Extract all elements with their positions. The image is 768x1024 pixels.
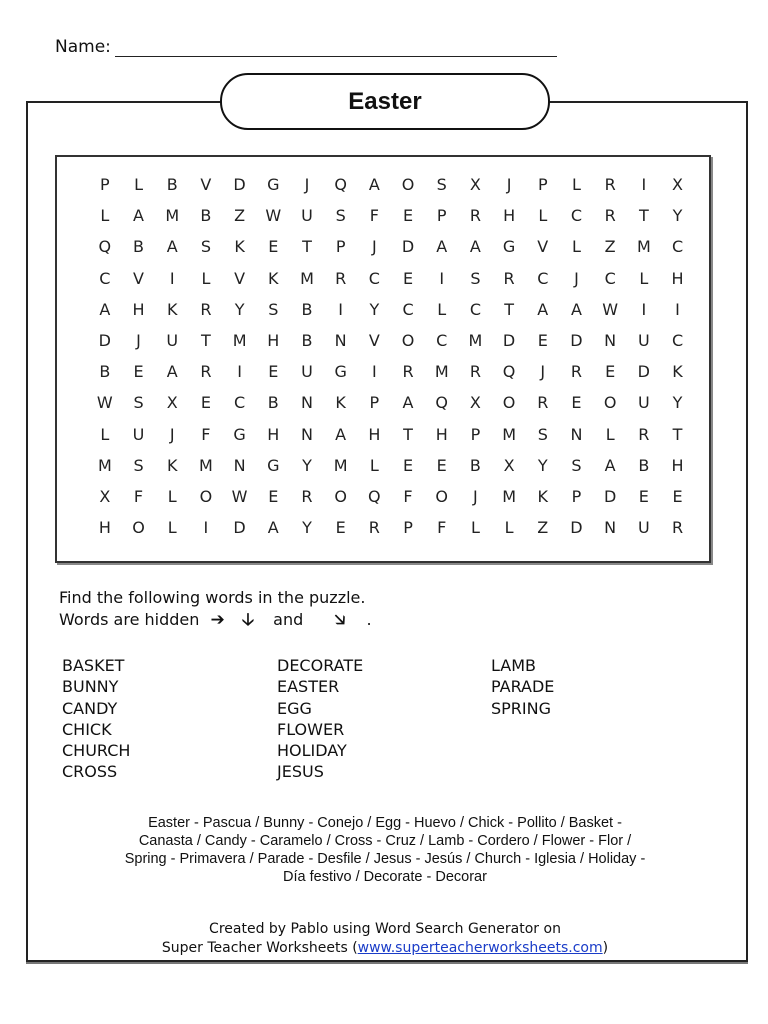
grid-cell: T <box>638 206 649 226</box>
grid-cell: A <box>570 299 582 319</box>
grid-cell: G <box>334 362 347 382</box>
grid-cell: L <box>100 206 110 226</box>
name-row <box>55 37 557 57</box>
grid-cell: U <box>637 518 650 538</box>
grid-cell: Y <box>369 299 380 319</box>
grid-cell: O <box>132 518 145 538</box>
grid-cell: U <box>637 393 650 413</box>
word-list-item: JESUS <box>277 762 324 782</box>
word-list-item: FLOWER <box>277 719 345 739</box>
credit <box>100 920 670 958</box>
grid-cell: R <box>200 362 212 382</box>
grid-cell: B <box>200 206 212 226</box>
grid-cell: L <box>201 268 211 288</box>
grid-cell: F <box>437 518 447 538</box>
grid-cell: J <box>304 175 310 195</box>
grid-cell: S <box>133 393 144 413</box>
grid-cell: A <box>368 175 380 195</box>
arrow-right-icon: ➔ <box>210 610 225 630</box>
word-list-item: CHICK <box>62 719 112 739</box>
grid-cell: R <box>604 206 616 226</box>
grid-cell: C <box>671 237 684 257</box>
grid-cell: R <box>469 206 481 226</box>
grid-cell: V <box>200 175 212 195</box>
grid-cell: V <box>537 237 549 257</box>
translation-line: Canasta / Candy - Caramelo / Cross - Cruz / Lamb - Cordero / Flower - Flor / <box>138 833 632 849</box>
grid-cell: J <box>169 424 175 444</box>
grid-cell: Y <box>672 206 683 226</box>
grid-cell: Y <box>537 455 548 475</box>
translation-line: Easter - Pascua / Bunny - Conejo / Egg - Huevo / Chick - Pollito / Basket - <box>148 815 622 831</box>
grid-cell: I <box>439 268 445 288</box>
page-title: Easter <box>348 87 422 115</box>
grid-cell: M <box>468 331 483 351</box>
grid-cell: Q <box>502 362 516 382</box>
grid-cell: H <box>368 424 381 444</box>
grid-cell: F <box>369 206 379 226</box>
grid-cell: T <box>672 424 683 444</box>
grid-cell: H <box>267 331 280 351</box>
grid-cell: A <box>99 299 111 319</box>
grid-cell: Z <box>537 518 549 538</box>
grid-cell: R <box>537 393 549 413</box>
grid-cell: S <box>470 268 481 288</box>
grid-cell: I <box>675 299 680 319</box>
grid-cell: I <box>203 518 209 538</box>
word-list-item: SPRING <box>491 698 552 718</box>
grid-cell: D <box>502 331 516 351</box>
grid-cell: X <box>672 175 684 195</box>
grid-row <box>57 325 709 356</box>
grid-cell: R <box>671 518 684 538</box>
grid-cell: H <box>503 206 516 226</box>
grid-cell: J <box>473 486 478 506</box>
word-list-column-1 <box>62 655 130 783</box>
grid-cell: Y <box>302 455 312 475</box>
grid-cell: U <box>637 331 650 351</box>
grid-cell: K <box>268 268 279 288</box>
grid-cell: C <box>469 299 481 319</box>
grid-cell: G <box>233 424 246 444</box>
grid-cell: K <box>166 299 178 319</box>
grid-cell: D <box>233 518 246 538</box>
grid-cell: O <box>435 486 449 506</box>
grid-cell: X <box>469 393 481 413</box>
grid-cell: M <box>502 486 516 506</box>
word-list-item: LAMB <box>491 656 537 675</box>
grid-cell: R <box>469 362 481 382</box>
grid-cell: M <box>333 455 348 475</box>
grid-cell: S <box>133 455 144 475</box>
grid-cell: X <box>503 455 515 475</box>
grid-cell: W <box>265 206 282 226</box>
word-search-grid <box>57 169 709 543</box>
grid-cell: E <box>402 206 414 226</box>
grid-cell: C <box>234 393 246 413</box>
credit-prefix: Super Teacher Worksheets ( <box>161 940 358 956</box>
grid-cell: Y <box>302 518 312 538</box>
grid-cell: I <box>641 299 647 319</box>
grid-cell: T <box>302 237 312 257</box>
title-banner <box>220 73 550 130</box>
grid-row <box>57 419 709 450</box>
grid-cell: E <box>672 486 683 506</box>
grid-cell: R <box>402 362 414 382</box>
grid-cell: S <box>200 237 211 257</box>
grid-cell: B <box>301 331 313 351</box>
grid-cell: S <box>436 175 447 195</box>
grid-cell: C <box>99 268 111 288</box>
grid-cell: L <box>572 237 581 257</box>
grid-cell: L <box>538 206 548 226</box>
instructions-line2 <box>59 609 372 631</box>
grid-cell: H <box>435 424 448 444</box>
translation-line: Día festivo / Decorate - Decorar <box>283 869 487 885</box>
grid-cell: P <box>436 206 447 226</box>
grid-cell: M <box>636 237 651 257</box>
grid-cell: E <box>268 362 279 382</box>
grid-cell: E <box>605 362 616 382</box>
grid-cell: U <box>301 206 313 226</box>
grid-cell: L <box>470 518 480 538</box>
grid-cell: N <box>604 331 617 351</box>
credit-suffix: ) <box>602 940 609 956</box>
grid-cell: Q <box>368 486 381 506</box>
instructions-line1: Find the following words in the puzzle. <box>59 588 366 607</box>
grid-cell: L <box>504 518 514 538</box>
grid-cell: D <box>401 237 415 257</box>
grid-cell: K <box>234 237 245 257</box>
grid-cell: C <box>402 299 414 319</box>
grid-cell: Q <box>334 175 347 195</box>
grid-row <box>57 294 709 325</box>
grid-cell: L <box>605 424 615 444</box>
grid-cell: A <box>537 299 549 319</box>
grid-cell: B <box>469 455 481 475</box>
word-list-item: PARADE <box>491 677 555 697</box>
grid-cell: Y <box>672 393 683 413</box>
grid-cell: I <box>641 175 647 195</box>
word-list-item: BUNNY <box>62 677 119 697</box>
grid-cell: A <box>133 206 144 226</box>
grid-cell: O <box>199 486 213 506</box>
grid-cell: D <box>637 362 650 382</box>
grid-cell: R <box>335 268 347 288</box>
grid-cell: S <box>537 424 548 444</box>
grid-cell: N <box>570 424 583 444</box>
grid-row <box>57 169 709 200</box>
grid-cell: H <box>267 424 280 444</box>
grid-cell: C <box>604 268 616 288</box>
grid-cell: I <box>237 362 242 382</box>
grid-cell: M <box>97 455 112 475</box>
grid-cell: T <box>504 299 514 319</box>
grid-cell: N <box>334 331 347 351</box>
grid-cell: F <box>201 424 211 444</box>
grid-cell: H <box>671 455 684 475</box>
grid-cell: L <box>100 424 110 444</box>
grid-cell: W <box>96 393 113 413</box>
grid-cell: E <box>268 486 279 506</box>
grid-cell: J <box>136 331 141 351</box>
grid-row <box>57 450 709 481</box>
grid-cell: U <box>132 424 145 444</box>
grid-cell: K <box>537 486 549 506</box>
grid-cell: T <box>403 424 413 444</box>
grid-cell: N <box>300 424 313 444</box>
grid-cell: D <box>233 175 246 195</box>
grid-cell: S <box>268 299 279 319</box>
grid-cell: D <box>570 518 583 538</box>
grid-cell: Y <box>234 299 245 319</box>
grid-cell: R <box>638 424 650 444</box>
grid-cell: Q <box>98 237 112 257</box>
grid-cell: U <box>301 362 313 382</box>
word-list-item: DECORATE <box>277 656 364 675</box>
grid-cell: E <box>571 393 582 413</box>
translations <box>90 814 680 886</box>
grid-cell: Q <box>435 393 449 413</box>
grid-cell: G <box>267 455 280 475</box>
grid-cell: P <box>335 237 346 257</box>
grid-cell: L <box>437 299 447 319</box>
grid-cell: C <box>436 331 448 351</box>
grid-cell: B <box>301 299 313 319</box>
grid-cell: O <box>334 486 347 506</box>
grid-cell: A <box>335 424 347 444</box>
grid-cell: E <box>537 331 548 351</box>
grid-cell: A <box>267 518 279 538</box>
instructions-period: . <box>366 610 372 629</box>
grid-cell: B <box>99 362 111 382</box>
grid-row <box>57 231 709 262</box>
grid-cell: E <box>133 362 144 382</box>
grid-cell: Z <box>234 206 246 226</box>
grid-cell: X <box>166 393 178 413</box>
grid-cell: A <box>469 237 481 257</box>
grid-cell: L <box>167 518 177 538</box>
grid-cell: W <box>602 299 619 319</box>
word-list-item: HOLIDAY <box>277 741 347 761</box>
grid-cell: M <box>300 268 314 288</box>
grid-cell: D <box>570 331 583 351</box>
grid-cell: O <box>401 331 415 351</box>
grid-cell: J <box>371 237 377 257</box>
instructions <box>59 587 372 631</box>
grid-cell: Z <box>604 237 616 257</box>
grid-cell: E <box>638 486 649 506</box>
grid-row <box>57 200 709 231</box>
grid-cell: V <box>133 268 144 288</box>
grid-cell: O <box>603 393 617 413</box>
grid-cell: B <box>638 455 650 475</box>
grid-cell: H <box>98 518 111 538</box>
grid-cell: B <box>166 175 178 195</box>
grid-cell: E <box>402 268 414 288</box>
grid-cell: E <box>402 455 414 475</box>
grid-cell: W <box>231 486 248 506</box>
word-list-column-3 <box>491 655 554 719</box>
grid-cell: G <box>267 175 280 195</box>
grid-cell: I <box>169 268 175 288</box>
grid-row <box>57 512 709 543</box>
word-list-item: CHURCH <box>62 741 131 761</box>
word-list-item: EASTER <box>277 677 340 697</box>
grid-cell: R <box>604 175 616 195</box>
grid-cell: E <box>268 237 279 257</box>
grid-cell: P <box>537 175 548 195</box>
grid-cell: K <box>672 362 683 382</box>
grid-cell: F <box>403 486 413 506</box>
grid-cell: C <box>671 331 684 351</box>
grid-cell: R <box>368 518 380 538</box>
grid-cell: E <box>200 393 211 413</box>
grid-cell: M <box>434 362 449 382</box>
word-list-column-2 <box>277 655 363 783</box>
grid-cell: B <box>267 393 279 413</box>
grid-cell: M <box>199 455 213 475</box>
grid-cell: E <box>335 518 346 538</box>
grid-cell: J <box>540 362 546 382</box>
translation-line: Spring - Primavera / Parade - Desfile / Jesus - Jesús / Church - Iglesia / Holiday - <box>124 851 646 867</box>
grid-cell: U <box>166 331 179 351</box>
grid-cell: A <box>166 237 178 257</box>
credit-line1: Created by Pablo using Word Search Generator on <box>209 921 561 937</box>
grid-cell: L <box>572 175 581 195</box>
word-list-item: EGG <box>277 698 312 718</box>
grid-cell: N <box>604 518 617 538</box>
grid-cell: A <box>604 455 616 475</box>
word-list-item: BASKET <box>62 656 125 675</box>
grid-cell: A <box>402 393 414 413</box>
grid-cell: N <box>233 455 246 475</box>
grid-cell: I <box>371 362 377 382</box>
grid-cell: B <box>133 237 145 257</box>
grid-row <box>57 356 709 387</box>
grid-cell: P <box>470 424 481 444</box>
grid-cell: K <box>166 455 178 475</box>
grid-cell: J <box>506 175 512 195</box>
grid-cell: F <box>133 486 144 506</box>
grid-cell: P <box>369 393 380 413</box>
credit-link[interactable]: www.superteacherworksheets.com <box>357 940 603 956</box>
grid-cell: G <box>502 237 516 257</box>
grid-cell: X <box>99 486 111 506</box>
grid-cell: P <box>571 486 582 506</box>
grid-cell: M <box>232 331 247 351</box>
word-list-item: CANDY <box>62 698 118 718</box>
grid-cell: L <box>134 175 143 195</box>
grid-cell: O <box>401 175 415 195</box>
grid-cell: M <box>502 424 516 444</box>
grid-cell: E <box>436 455 447 475</box>
grid-cell: R <box>503 268 515 288</box>
grid-cell: P <box>100 175 110 195</box>
arrow-down-icon: 🡣 <box>241 610 255 630</box>
grid-cell: L <box>369 455 379 475</box>
name-label: Name: <box>55 37 111 57</box>
grid-cell: L <box>639 268 649 288</box>
grid-cell: C <box>570 206 583 226</box>
grid-cell: S <box>335 206 346 226</box>
grid-cell: X <box>469 175 481 195</box>
grid-cell: L <box>167 486 177 506</box>
grid-cell: T <box>201 331 211 351</box>
grid-cell: K <box>335 393 346 413</box>
grid-cell: R <box>200 299 212 319</box>
instructions-hidden-label: Words are hidden <box>59 610 200 629</box>
grid-cell: V <box>368 331 380 351</box>
word-search-grid-box <box>55 155 711 563</box>
grid-cell: C <box>537 268 549 288</box>
instructions-and: and <box>273 610 304 629</box>
grid-cell: S <box>571 455 582 475</box>
grid-cell: J <box>574 268 579 288</box>
grid-row <box>57 481 709 512</box>
grid-cell: V <box>234 268 246 288</box>
grid-cell: H <box>132 299 145 319</box>
grid-cell: A <box>436 237 448 257</box>
grid-cell: R <box>570 362 583 382</box>
grid-cell: P <box>403 518 413 538</box>
grid-cell: C <box>368 268 380 288</box>
credit-line2 <box>100 939 670 958</box>
word-list-item: CROSS <box>62 762 118 782</box>
grid-cell: H <box>671 268 684 288</box>
grid-cell: A <box>166 362 178 382</box>
arrow-diagonal-icon: 🡦 <box>334 610 346 630</box>
grid-row <box>57 263 709 294</box>
grid-cell: O <box>502 393 516 413</box>
grid-cell: D <box>98 331 111 351</box>
grid-cell: D <box>603 486 617 506</box>
grid-cell: N <box>300 393 313 413</box>
grid-cell: I <box>338 299 344 319</box>
name-blank-line <box>115 38 557 57</box>
grid-row <box>57 387 709 418</box>
grid-cell: R <box>301 486 313 506</box>
grid-cell: M <box>165 206 180 226</box>
